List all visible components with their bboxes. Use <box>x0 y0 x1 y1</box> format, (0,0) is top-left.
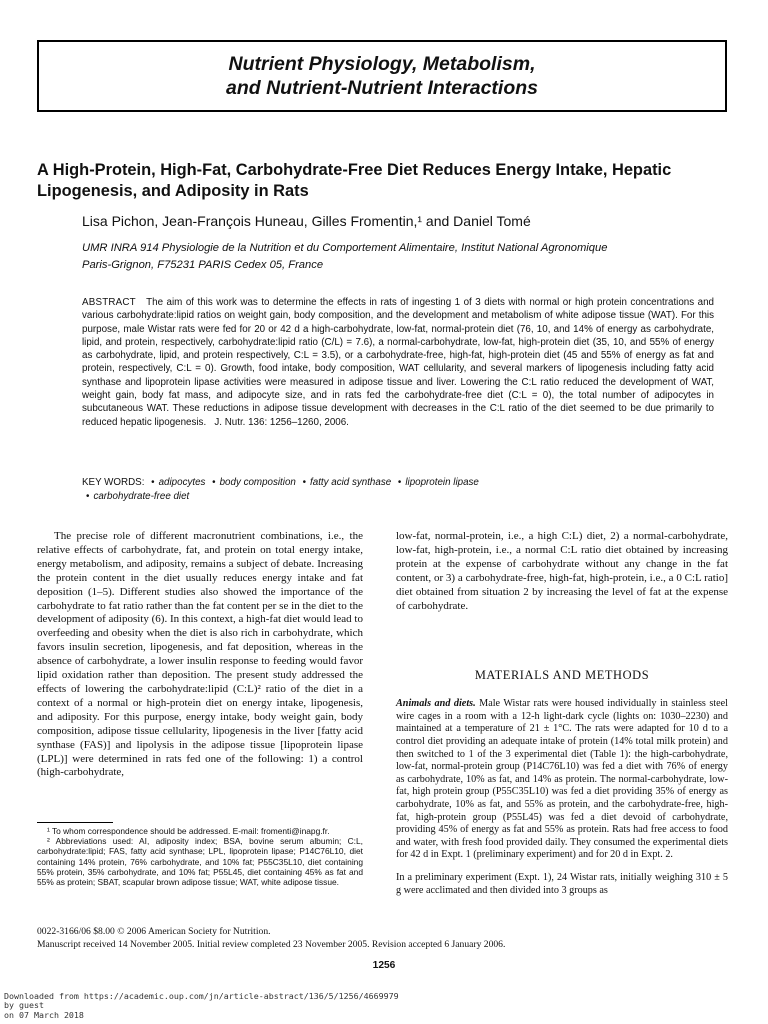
footnote-1: ¹ To whom correspondence should be addressed. E-mail: fromenti@inapg.fr. <box>47 826 330 836</box>
methods-paragraph-2: In a preliminary experiment (Expt. 1), 24 Wistar rats, initially weighing 310 ± 5 g were acclimated and then divided into 3 groups as <box>396 872 728 896</box>
section-header-box <box>37 40 727 112</box>
keyword-item: fatty acid synthase <box>310 477 392 488</box>
keyword-bullet: • <box>397 477 402 488</box>
affiliation <box>82 240 607 274</box>
keyword-bullet: • <box>302 477 307 488</box>
keyword-bullet: • <box>151 477 155 488</box>
keyword-item: body composition <box>219 477 296 488</box>
footnote-divider <box>37 822 113 823</box>
download-stamp-line: by guest <box>4 1000 44 1011</box>
affiliation-line1: UMR INRA 914 Physiologie de la Nutrition et du Comportement Alimentaire, Institut National Agronomique <box>82 242 608 254</box>
keyword-bullet: • <box>86 491 90 502</box>
section-title-line1: Nutrient Physiology, Metabolism, <box>228 53 536 75</box>
keyword-item: lipoprotein lipase <box>405 477 479 488</box>
intro-left-column <box>37 530 363 780</box>
intro-paragraph: The precise role of different macronutrient combinations, i.e., the relative effects of carbohydrate, fat, and protein on total energy intake, energy metabolism, and adiposity, remains a subject of debate. Increasing the protein content in the diet usually reduces energy intake and fat deposition (1–5). Different studies also showed the importance of the carbohydrate to fat ratio rather than the fat content per se in the diet to the development of adiposity (6). In this context, a high-fat diet would lead to overfeeding and obesity when the diet is also rich in carbohydrate, which favors insulin secretion, lipogenesis, and fat deposition, whereas in the absence of carbohydrate, a lower insulin response to feeding would favor lipid oxidation rather than deposition. The present study addressed the effects of lowering the carbohydrate:lipid (C:L)² ratio of the diet in a context of a normal or high-protein diet on energy intake, lipogenesis, and adiposity. For this purpose, energy intake, body weight gain, body composition, adipose tissue cellularity, lipogenesis in the liver [fatty acid synthase (FAS)] and lipolysis in the adipose tissue [lipoprotein lipase (LPL)] were determined in rats fed one of the following: 1) a control (high-carbohydrate, <box>37 530 363 779</box>
methods-runin-heading: Animals and diets. <box>396 698 476 710</box>
author-list: Lisa Pichon, Jean-François Huneau, Gilles Fromentin,¹ and Daniel Tomé <box>82 213 531 229</box>
intro-paragraph-continued: low-fat, normal-protein, i.e., a high C:L) diet, 2) a normal-carbohydrate, low-fat, high-protein, i.e., a normal C:L ratio diet obtained by increasing protein at the expense of carbohydrate without any change in the fat content, or 3) a carbohydrate-free, high-fat, high-protein, i.e., a 0 C:L ratio] diet obtained from situation 2 by increasing the level of fat at the expense of carbohydrate. <box>396 530 728 612</box>
abstract-label: ABSTRACT <box>82 297 136 308</box>
keywords-label: KEY WORDS: <box>82 477 145 488</box>
footnotes <box>37 826 363 887</box>
keywords <box>82 476 722 504</box>
download-stamp-line: on 07 March 2018 <box>4 1009 84 1020</box>
manuscript-dates: Manuscript received 14 November 2005. Initial review completed 23 November 2005. Revision accepted 6 January 2006. <box>37 939 506 950</box>
article-title: A High-Protein, High-Fat, Carbohydrate-Free Diet Reduces Energy Intake, Hepatic Lipogenesis, and Adiposity in Rats <box>37 161 672 200</box>
abstract-text: The aim of this work was to determine the effects in rats of ingesting 1 of 3 diets with normal or high protein concentrations and various carbohydrate:lipid ratios on weight gain, body composition, and the development and metabolism of white adipose tissue (WAT). For this purpose, male Wistar rats were fed for 20 or 42 d a high-carbohydrate, low-fat, normal-protein diet (76, 10, and 14% of energy as carbohydrate, lipid, and protein, respectively, carbohydrate:lipid ratio (C/L) = 7.6), a normal-carbohydrate, low-fat, high-protein diet (35, 10, and 55% of energy as carbohydrate, lipid, and protein respectively, C:L = 3.5), or a carbohydrate-free, high-fat, high-protein diet (45 and 55% of energy as fat and protein, respectively, C:L = 0). Growth, food intake, body composition, WAT cellularity, and several markers of lipogenesis including fatty acid synthase and lipoprotein lipase activities were measured in adipose tissue and liver. Lowering the C:L ratio reduced the development of WAT, weight gain, body fat mass, and adipocyte size, and in rats fed the carbohydrate-free diet (C:L = 0), the total number of adipocytes in subcutaneous WAT. These reductions in adipose tissue development with decreases in the C:L ratio of the diet seemed to be due primarily to reduced hepatic lipogenesis. <box>82 297 714 428</box>
download-stamp <box>4 992 399 1020</box>
methods-column <box>396 688 728 907</box>
methods-paragraph-1: Male Wistar rats were housed individually in stainless steel wire cages in a room with a 12-h light-dark cycle (lights on: 1030–2230) and maintained at a temperature of 21 ± 1°C. The rats were adapted for 10 d to a control diet providing an adequate intake of protein (14% total milk protein) and then switched to 1 of the 3 experimental diet (Table 1): the high-carbohydrate, low-fat, normal-protein group (P14C76L10) was fed a diet with 76% of energy as carbohydrate, 10% as fat, and 14% as protein. The normal-carbohydrate, low-fat, high protein group (P55C35L10) was fed a diet providing 35% of energy as carbohydrate, 10% as fat, and 55% as protein, and the carbohydrate-free, high-fat, high-protein group (P55L45) was fed a diet devoid of carbohydrate, providing 45% of energy as fat and 55% as protein. Rats had free access to food and water, with fresh food provided daily. They consumed the experimental diets for 42 d in Expt. 1 (preliminary experiment) and for 20 d in Expt. 2. <box>396 698 729 861</box>
issn-line: 0022-3166/06 $8.00 © 2006 American Society for Nutrition. <box>37 926 271 937</box>
keyword-item: adipocytes <box>158 477 206 488</box>
intro-right-column <box>396 530 728 613</box>
methods-heading: MATERIALS AND METHODS <box>474 668 650 682</box>
keyword-bullet: • <box>212 477 216 488</box>
publication-info <box>37 925 505 951</box>
download-stamp-line: Downloaded from https://academic.oup.com/jn/article-abstract/136/5/1256/4669979 <box>4 991 399 1001</box>
section-title-line2: and Nutrient-Nutrient Interactions <box>225 77 538 99</box>
abstract <box>82 296 714 429</box>
abstract-citation: J. Nutr. 136: 1256–1260, 2006. <box>214 416 349 428</box>
affiliation-line2: Paris-Grignon, F75231 PARIS Cedex 05, France <box>82 259 324 271</box>
keyword-item: carbohydrate-free diet <box>93 491 190 502</box>
footnote-2: ² Abbreviations used: AI, adiposity index; BSA, bovine serum albumin; C:L, carbohydrate:lipid; FAS, fatty acid synthase; LPL, lipoprotein lipase; P14C76L10, diet containing 14% protein, 76% carbohydrate, and 10% fat; P55C35L10, diet containing 55% protein, 35% carbohydrate, and 10% fat; P55L45, diet containing 45% as fat and 55% as protein; SBAT, scapular brown adipose tissue; WAT, white adipose tissue. <box>37 836 363 888</box>
page-number: 1256 <box>372 960 396 971</box>
